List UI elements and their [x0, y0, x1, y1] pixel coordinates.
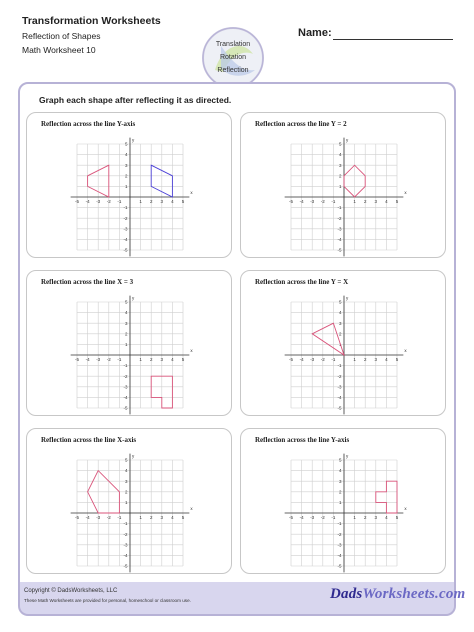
- y-tick-label: 3: [338, 478, 342, 484]
- x-tick-label: -2: [320, 199, 325, 204]
- x-tick-label: -3: [310, 515, 315, 520]
- y-tick-label: -4: [337, 553, 342, 558]
- x-tick-label: 3: [374, 357, 378, 362]
- y-tick-label: 2: [338, 173, 342, 179]
- x-tick-label: 5: [181, 515, 185, 520]
- problem-card: [240, 112, 446, 258]
- x-tick-label: -5: [74, 199, 80, 204]
- y-tick-label: 4: [124, 310, 128, 316]
- y-tick-label: 4: [338, 310, 342, 316]
- y-axis-label: y: [132, 137, 135, 143]
- x-tick-label: 5: [181, 357, 185, 362]
- y-tick-label: -1: [123, 363, 128, 369]
- y-tick-label: -4: [337, 395, 342, 400]
- x-tick-label: -3: [96, 357, 101, 362]
- x-tick-label: -1: [331, 515, 336, 520]
- topic-badge-icon: [201, 26, 265, 90]
- y-tick-label: -2: [337, 531, 342, 537]
- y-tick-label: 3: [338, 162, 342, 168]
- copyright: Copyright © DadsWorksheets, LLC: [24, 588, 118, 594]
- x-tick-label: -2: [106, 357, 111, 362]
- x-tick-label: 4: [171, 199, 174, 204]
- y-axis-label: y: [346, 137, 349, 143]
- x-tick-label: -1: [117, 515, 122, 520]
- y-tick-label: -5: [337, 405, 342, 411]
- badge-translation: Translation: [215, 41, 251, 48]
- y-tick-label: 1: [338, 500, 342, 505]
- x-tick-label: 1: [139, 515, 142, 520]
- instructions: Graph each shape after reflecting it as directed.: [39, 95, 232, 105]
- y-tick-label: -4: [123, 553, 128, 558]
- y-axis-label: y: [132, 295, 135, 301]
- x-tick-label: 3: [160, 357, 164, 362]
- x-tick-label: 4: [385, 199, 388, 204]
- x-tick-label: -2: [320, 515, 325, 520]
- x-tick-label: -5: [288, 357, 294, 362]
- x-tick-label: 1: [353, 515, 356, 520]
- y-tick-label: 2: [338, 489, 342, 495]
- x-tick-label: -5: [74, 515, 80, 520]
- x-tick-label: -4: [85, 515, 90, 520]
- problem-title: Reflection across the line Y-axis: [41, 120, 136, 128]
- y-tick-label: 2: [124, 331, 128, 337]
- problem-card: [26, 270, 232, 416]
- problem-card: [240, 270, 446, 416]
- x-tick-label: -1: [331, 199, 336, 204]
- x-tick-label: 4: [171, 357, 174, 362]
- y-tick-label: -1: [337, 205, 342, 211]
- y-tick-label: -3: [123, 384, 128, 390]
- y-tick-label: -2: [123, 373, 128, 379]
- worksheet-header: [0, 0, 474, 90]
- name-label: Name:: [298, 27, 332, 39]
- y-tick-label: 1: [338, 184, 342, 189]
- y-tick-label: -4: [337, 237, 342, 242]
- x-tick-label: -4: [85, 357, 90, 362]
- y-tick-label: 3: [124, 478, 128, 484]
- y-tick-label: 4: [338, 152, 342, 158]
- x-axis-label: x: [190, 348, 193, 353]
- x-tick-label: 1: [353, 199, 356, 204]
- x-tick-label: 3: [374, 199, 378, 204]
- x-axis-label: x: [404, 506, 407, 511]
- badge-reflection: Reflection: [217, 67, 249, 74]
- x-tick-label: 4: [171, 515, 174, 520]
- y-tick-label: -2: [337, 215, 342, 221]
- y-tick-label: 4: [338, 468, 342, 474]
- y-tick-label: 2: [124, 173, 128, 179]
- y-tick-label: -5: [123, 563, 128, 569]
- y-tick-label: -3: [337, 226, 342, 232]
- x-tick-label: -2: [320, 357, 325, 362]
- x-tick-label: -3: [96, 199, 101, 204]
- y-tick-label: -1: [337, 363, 342, 369]
- shape-polygon: [312, 320, 344, 355]
- x-tick-label: -1: [331, 357, 336, 362]
- y-tick-label: 5: [124, 457, 128, 463]
- problem-title: Reflection across the line X = 3: [41, 278, 134, 286]
- x-tick-label: -4: [299, 515, 304, 520]
- x-axis-label: x: [190, 506, 193, 511]
- x-tick-label: 5: [395, 515, 399, 520]
- x-tick-label: 2: [149, 515, 153, 520]
- y-tick-label: 1: [124, 184, 128, 189]
- y-tick-label: -1: [337, 521, 342, 527]
- y-tick-label: -5: [123, 247, 128, 253]
- y-tick-label: 3: [124, 320, 128, 326]
- worksheet-number: Math Worksheet 10: [22, 45, 96, 55]
- y-tick-label: -1: [123, 521, 128, 527]
- x-tick-label: -3: [310, 357, 315, 362]
- x-tick-label: -1: [117, 357, 122, 362]
- x-axis-label: x: [404, 348, 407, 353]
- y-tick-label: 5: [338, 299, 342, 305]
- y-tick-label: 1: [124, 500, 128, 505]
- y-tick-label: 5: [338, 141, 342, 147]
- x-tick-label: 2: [149, 199, 153, 204]
- y-tick-label: 2: [124, 489, 128, 495]
- y-tick-label: -4: [123, 395, 128, 400]
- brand-logo-part-2: Worksheets.com: [362, 586, 466, 602]
- badge-rotation: Rotation: [219, 54, 247, 61]
- x-tick-label: 3: [374, 515, 378, 520]
- coordinate-grid[interactable]: [241, 271, 447, 417]
- x-tick-label: 2: [363, 199, 367, 204]
- worksheet-subtitle: Reflection of Shapes: [22, 31, 101, 41]
- x-tick-label: 2: [363, 357, 367, 362]
- x-tick-label: 3: [160, 515, 164, 520]
- x-tick-label: -2: [106, 515, 111, 520]
- problem-card: [240, 428, 446, 574]
- y-tick-label: -3: [337, 542, 342, 548]
- x-tick-label: -4: [299, 357, 304, 362]
- y-tick-label: -3: [123, 542, 128, 548]
- x-tick-label: -2: [106, 199, 111, 204]
- x-tick-label: -3: [310, 199, 315, 204]
- x-tick-label: 1: [139, 357, 142, 362]
- x-tick-label: 2: [149, 357, 153, 362]
- y-tick-label: -2: [123, 531, 128, 537]
- x-tick-label: 5: [181, 199, 185, 204]
- x-tick-label: -5: [74, 357, 80, 362]
- x-tick-label: 5: [395, 357, 399, 362]
- y-tick-label: 4: [124, 468, 128, 474]
- x-tick-label: 5: [395, 199, 399, 204]
- x-tick-label: -5: [288, 515, 294, 520]
- x-tick-label: 4: [385, 357, 388, 362]
- problem-card: [26, 428, 232, 574]
- y-tick-label: -5: [337, 247, 342, 253]
- x-tick-label: 1: [139, 199, 142, 204]
- usage-notice: These Math Worksheets are provided for personal, homeschool or classroom use.: [24, 598, 191, 603]
- y-tick-label: -3: [337, 384, 342, 390]
- y-axis-label: y: [346, 453, 349, 459]
- problem-title: Reflection across the line Y = 2: [255, 120, 347, 128]
- y-axis-label: y: [132, 453, 135, 459]
- brand-logo: [330, 586, 465, 603]
- x-tick-label: -3: [96, 515, 101, 520]
- y-tick-label: -1: [123, 205, 128, 211]
- y-tick-label: -2: [123, 215, 128, 221]
- y-tick-label: -4: [123, 237, 128, 242]
- problem-card: [26, 112, 232, 258]
- y-tick-label: -5: [337, 563, 342, 569]
- problem-title: Reflection across the line X-axis: [41, 436, 137, 444]
- x-tick-label: -4: [299, 199, 304, 204]
- coordinate-grid[interactable]: [241, 429, 447, 575]
- coordinate-grid[interactable]: [241, 113, 447, 259]
- y-tick-label: 5: [338, 457, 342, 463]
- x-tick-label: -1: [117, 199, 122, 204]
- y-tick-label: 1: [124, 342, 128, 347]
- name-field[interactable]: [333, 39, 453, 40]
- y-tick-label: 3: [338, 320, 342, 326]
- y-tick-label: 2: [338, 331, 342, 337]
- y-tick-label: -2: [337, 373, 342, 379]
- x-tick-label: -4: [85, 199, 90, 204]
- coordinate-grid[interactable]: [27, 429, 233, 575]
- x-axis-label: x: [190, 190, 193, 195]
- problem-title: Reflection across the line Y-axis: [255, 436, 350, 444]
- y-tick-label: 1: [338, 342, 342, 347]
- x-tick-label: -5: [288, 199, 294, 204]
- y-axis-label: y: [346, 295, 349, 301]
- y-tick-label: -5: [123, 405, 128, 411]
- x-tick-label: 4: [385, 515, 388, 520]
- coordinate-grid[interactable]: [27, 271, 233, 417]
- y-tick-label: -3: [123, 226, 128, 232]
- x-tick-label: 1: [353, 357, 356, 362]
- x-tick-label: 3: [160, 199, 164, 204]
- y-tick-label: 4: [124, 152, 128, 158]
- y-tick-label: 5: [124, 299, 128, 305]
- y-tick-label: 5: [124, 141, 128, 147]
- x-tick-label: 2: [363, 515, 367, 520]
- coordinate-grid[interactable]: [27, 113, 233, 259]
- brand-logo-part-1: Dads: [330, 586, 363, 602]
- worksheet-title: Transformation Worksheets: [22, 15, 161, 27]
- y-tick-label: 3: [124, 162, 128, 168]
- x-axis-label: x: [404, 190, 407, 195]
- problem-title: Reflection across the line Y = X: [255, 278, 349, 286]
